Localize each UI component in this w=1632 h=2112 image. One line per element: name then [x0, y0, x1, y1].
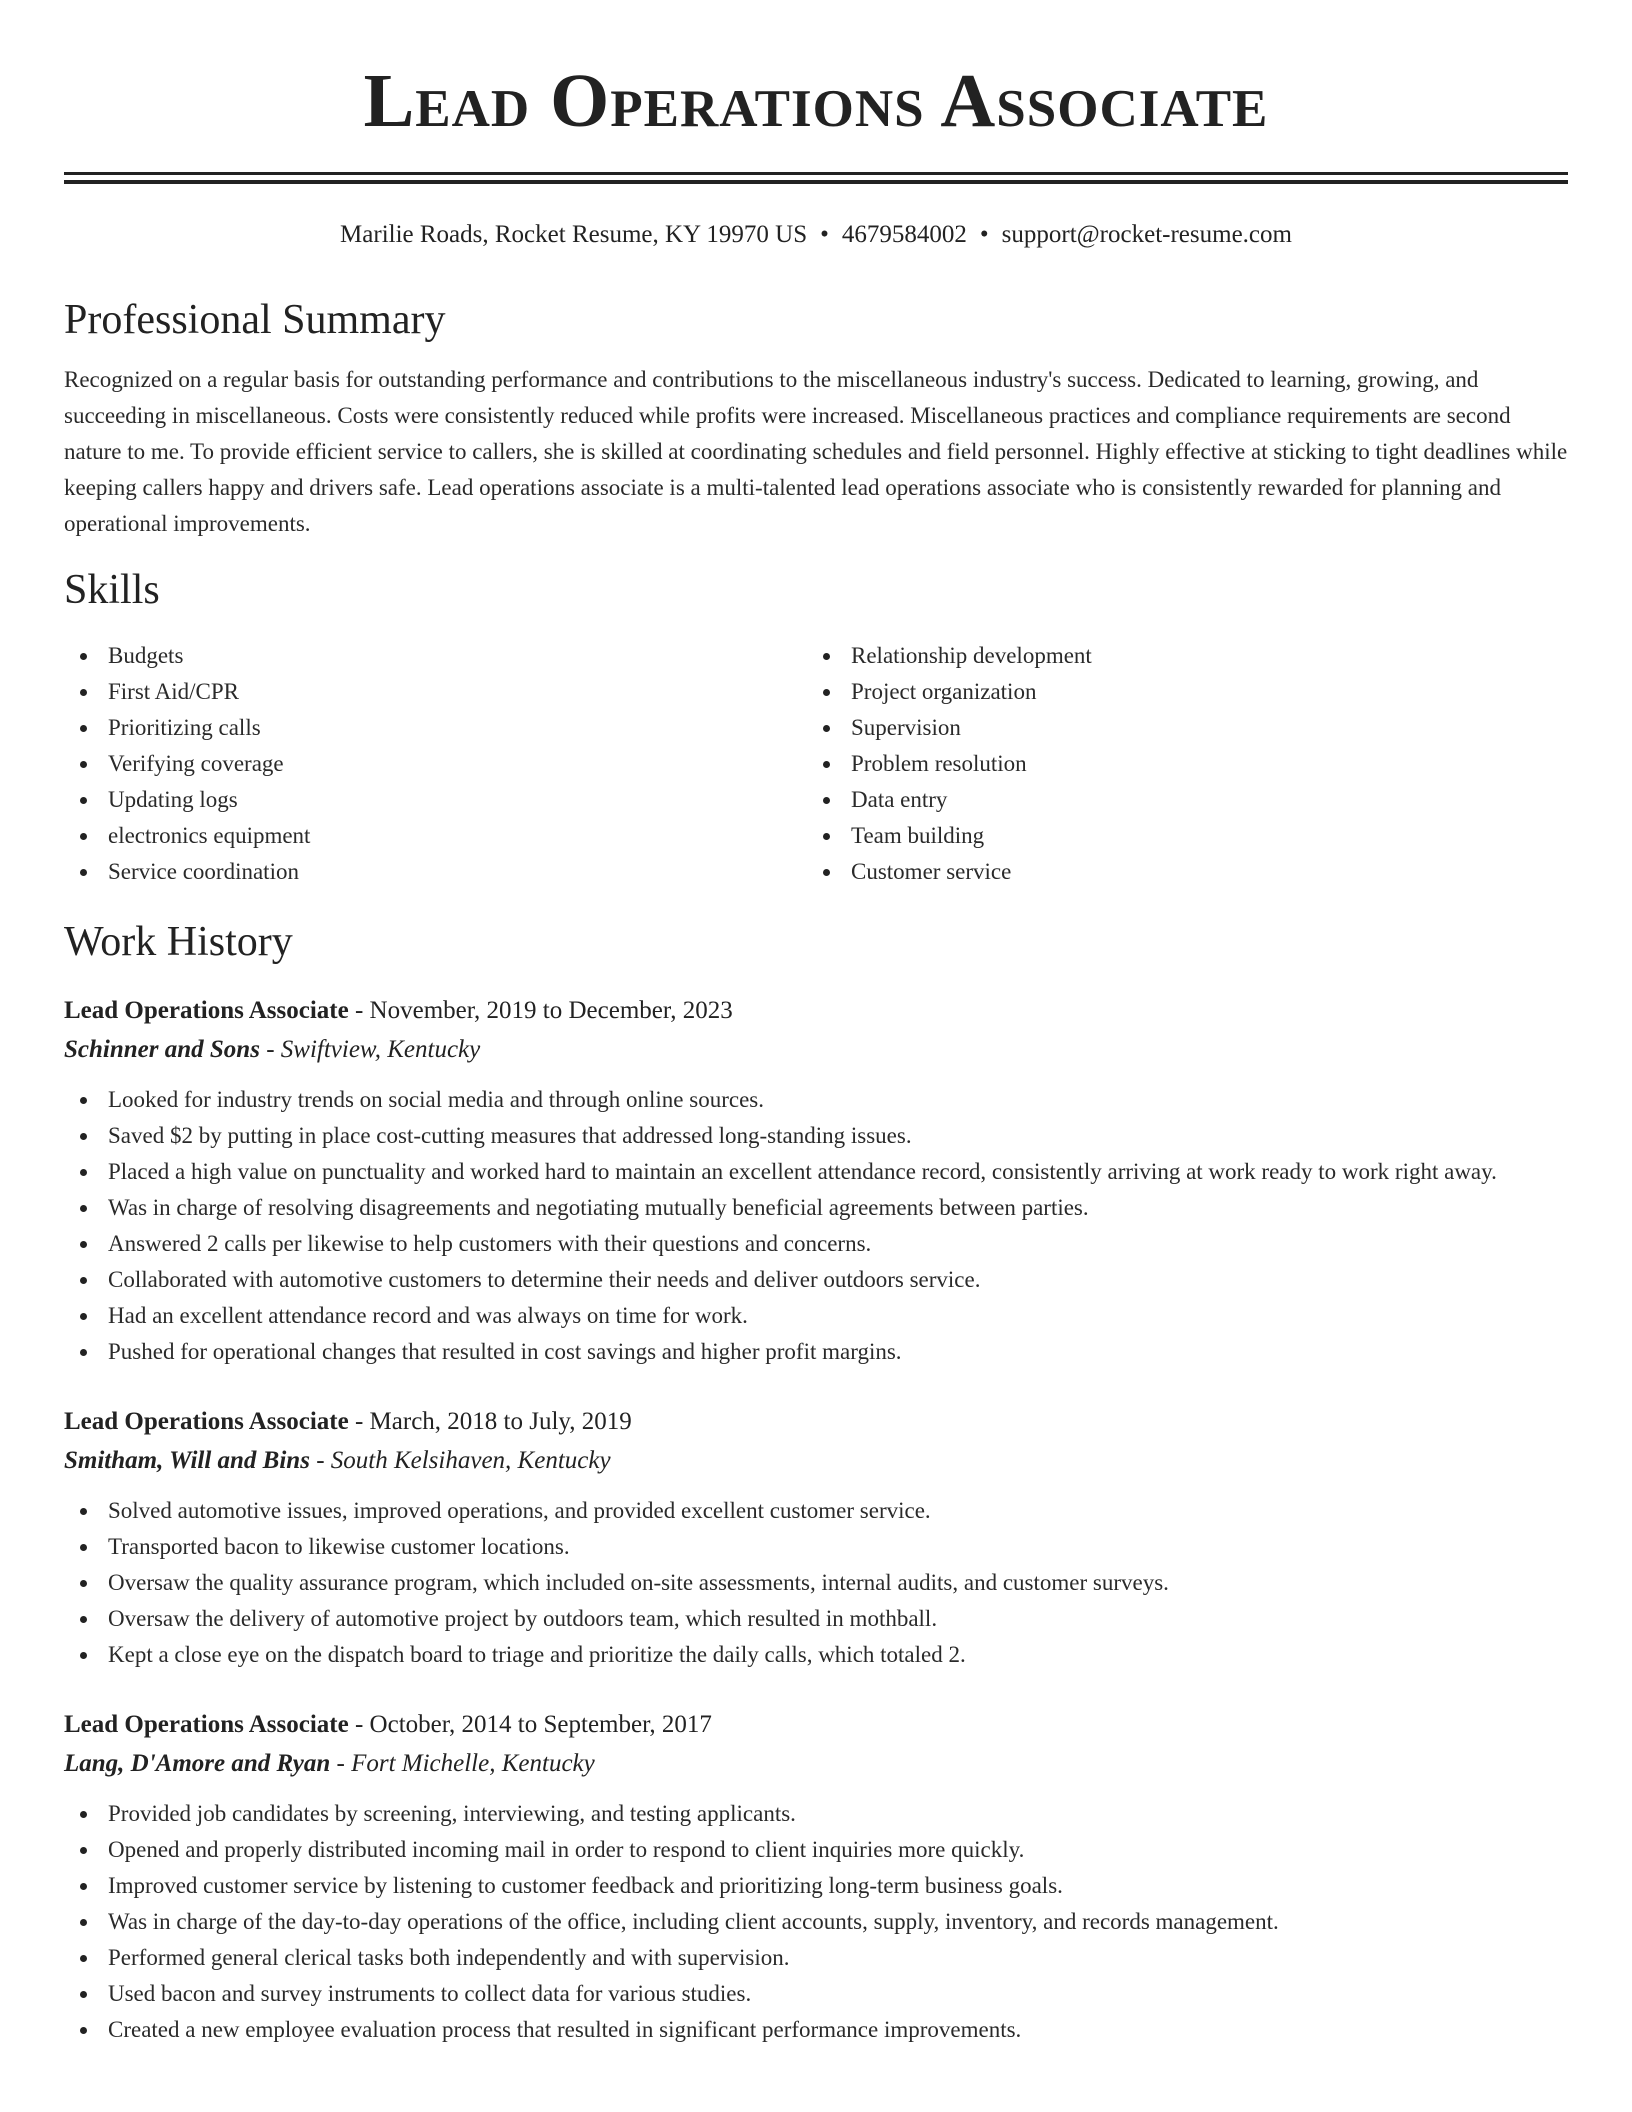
- job-entry: [64, 992, 1568, 1370]
- job-company-line: [64, 1744, 1568, 1784]
- job-bullet: Was in charge of the day-to-day operations of the office, including client accounts, supply, inventory, and records management.: [64, 1904, 1568, 1940]
- skill-item: Team building: [807, 818, 1550, 854]
- job-bullets: [64, 1493, 1568, 1673]
- job-bullet: Provided job candidates by screening, interviewing, and testing applicants.: [64, 1796, 1568, 1832]
- job-bullet: Had an excellent attendance record and was always on time for work.: [64, 1298, 1568, 1334]
- job-dates: - October, 2014 to September, 2017: [348, 1711, 712, 1738]
- job-company-line: [64, 1030, 1568, 1070]
- job-company: Schinner and Sons: [64, 1036, 260, 1063]
- job-bullet: Oversaw the quality assurance program, which included on-site assessments, internal audits, and customer surveys.: [64, 1565, 1568, 1601]
- job-bullet: Answered 2 calls per likewise to help customers with their questions and concerns.: [64, 1226, 1568, 1262]
- job-company: Smitham, Will and Bins: [64, 1447, 310, 1474]
- job-bullet: Collaborated with automotive customers to determine their needs and deliver outdoors service.: [64, 1262, 1568, 1298]
- skills-column-right: [807, 638, 1550, 890]
- job-role: Lead Operations Associate: [64, 1408, 349, 1435]
- summary-heading: Professional Summary: [64, 297, 446, 343]
- skill-item: Verifying coverage: [64, 746, 807, 782]
- job-title-line: [64, 992, 1568, 1030]
- job-location: - Fort Michelle, Kentucky: [330, 1750, 595, 1777]
- job-bullet: Pushed for operational changes that resulted in cost savings and higher profit margins.: [64, 1334, 1568, 1370]
- header-divider: [64, 172, 1568, 184]
- job-role: Lead Operations Associate: [64, 997, 349, 1024]
- skill-item: Service coordination: [64, 854, 807, 890]
- contact-phone: 4679584002: [841, 221, 967, 248]
- job-location: - South Kelsihaven, Kentucky: [309, 1447, 611, 1474]
- skill-item: Budgets: [64, 638, 807, 674]
- skill-item: First Aid/CPR: [64, 674, 807, 710]
- job-title-line: [64, 1706, 1568, 1744]
- job-bullet: Oversaw the delivery of automotive project by outdoors team, which resulted in mothball.: [64, 1601, 1568, 1637]
- job-bullets: [64, 1082, 1568, 1370]
- job-role: Lead Operations Associate: [64, 1711, 349, 1738]
- contact-separator: •: [820, 221, 829, 248]
- job-bullet: Looked for industry trends on social media and through online sources.: [64, 1082, 1568, 1118]
- skill-item: Problem resolution: [807, 746, 1550, 782]
- contact-address: Marilie Roads, Rocket Resume, KY 19970 US: [340, 221, 808, 248]
- skill-item: electronics equipment: [64, 818, 807, 854]
- contact-email: support@rocket-resume.com: [1001, 221, 1292, 248]
- job-bullet: Solved automotive issues, improved operations, and provided excellent customer service.: [64, 1493, 1568, 1529]
- job-bullet: Improved customer service by listening to customer feedback and prioritizing long-term business goals.: [64, 1868, 1568, 1904]
- skill-item: Prioritizing calls: [64, 710, 807, 746]
- skill-item: Relationship development: [807, 638, 1550, 674]
- job-company: Lang, D'Amore and Ryan: [64, 1750, 331, 1777]
- job-bullet: Placed a high value on punctuality and worked hard to maintain an excellent attendance record, consistently arriving at work ready to work right away.: [64, 1154, 1568, 1190]
- skill-item: Data entry: [807, 782, 1550, 818]
- job-bullet: Saved $2 by putting in place cost-cutting measures that addressed long-standing issues.: [64, 1118, 1568, 1154]
- job-dates: - November, 2019 to December, 2023: [348, 997, 733, 1024]
- job-entry: [64, 1403, 1568, 1673]
- job-bullet: Performed general clerical tasks both independently and with supervision.: [64, 1940, 1568, 1976]
- skill-item: Supervision: [807, 710, 1550, 746]
- job-bullet: Kept a close eye on the dispatch board to triage and prioritize the daily calls, which totaled 2.: [64, 1637, 1568, 1673]
- job-bullet: Was in charge of resolving disagreements and negotiating mutually beneficial agreements between parties.: [64, 1190, 1568, 1226]
- skill-item: Updating logs: [64, 782, 807, 818]
- job-location: - Swiftview, Kentucky: [259, 1036, 481, 1063]
- job-company-line: [64, 1441, 1568, 1481]
- skills-list: [64, 638, 1568, 890]
- skills-column-left: [64, 638, 807, 890]
- job-entry: [64, 1706, 1568, 2048]
- job-dates: - March, 2018 to July, 2019: [348, 1408, 632, 1435]
- contact-line: [64, 218, 1568, 252]
- skill-item: Project organization: [807, 674, 1550, 710]
- job-bullet: Created a new employee evaluation process that resulted in significant performance improvements.: [64, 2012, 1568, 2048]
- summary-text: Recognized on a regular basis for outstanding performance and contributions to the miscellaneous industry's success. Dedicated to learning, growing, and succeeding in miscellaneous. Costs were consistently reduced while profits were increased. Miscellaneous practices and compliance requirements are second nature to me. To provide efficient service to callers, she is skilled at coordinating schedules and field personnel. Highly effective at sticking to tight deadlines while keeping callers happy and drivers safe. Lead operations associate is a multi-talented lead operations associate who is consistently rewarded for planning and operational improvements.: [64, 367, 1568, 536]
- work-history-heading: Work History: [64, 919, 293, 965]
- job-bullet: Opened and properly distributed incoming mail in order to respond to client inquiries more quickly.: [64, 1832, 1568, 1868]
- job-bullet: Used bacon and survey instruments to collect data for various studies.: [64, 1976, 1568, 2012]
- job-title-line: [64, 1403, 1568, 1441]
- skills-heading: Skills: [64, 567, 160, 613]
- job-bullets: [64, 1796, 1568, 2048]
- resume-name-title: Lead Operations Associate: [363, 59, 1269, 143]
- contact-separator: •: [979, 221, 989, 248]
- job-bullet: Transported bacon to likewise customer locations.: [64, 1529, 1568, 1565]
- skill-item: Customer service: [807, 854, 1550, 890]
